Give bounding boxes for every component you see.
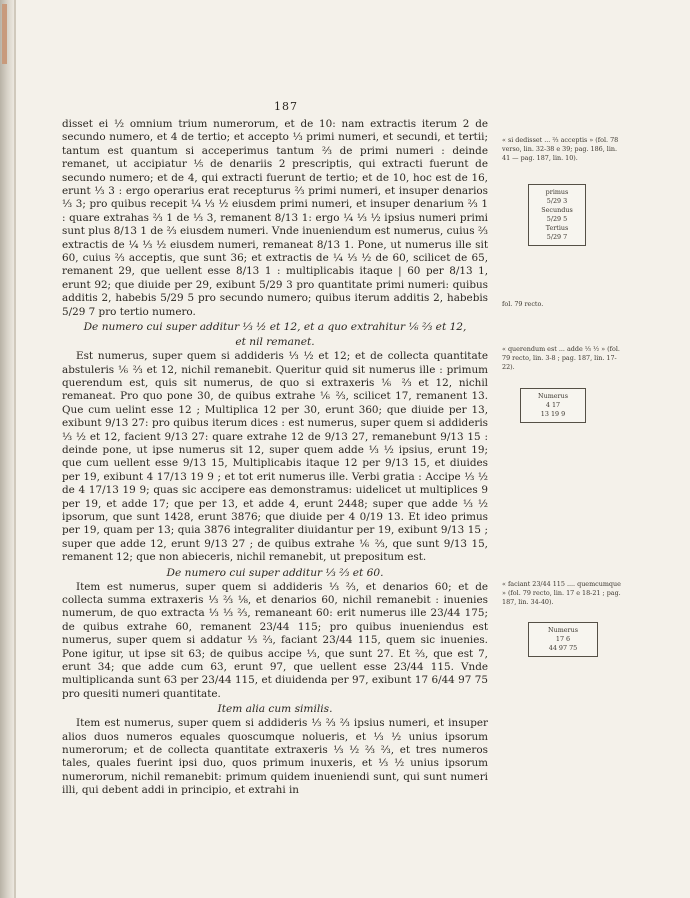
section-heading-1a: De numero cui super additur ⅓ ½ et 12, et a quo extrahitur ⅙ ⅔ et 12, (83, 321, 467, 334)
main-text-column (62, 118, 488, 798)
margin-box-2 (520, 388, 586, 423)
margin-note-3-text: « faciant 23/44 115 .... quemcumque » (fol. 79 recto, lin. 17 e 18-21 ; pag. 187, lin. 34-40). (502, 580, 621, 606)
page-number: 187 (274, 100, 298, 113)
margin-note-1-text: « si dedisset ... ⅔ acceptis » (fol. 78 verso, lin. 32-38 e 39; pag. 186, lin. 41 — pag. 187, lin. 10). (502, 136, 619, 162)
box3-fraction-bottom: 44 97 75 (548, 644, 578, 652)
paragraph-2: Est numerus, super quem si addideris ⅓ ½ et 12; et de collecta quantitate abstuleris ⅙ ⅔ et 12, nichil remanebit. Queritur quid sit numerus ille : primum querendum est, quis sit numerus, de quo si extraxeris ⅙ ⅔ et 12, nichil remaneat. Pro quo pone 30, de quibus extrahe ⅙ ⅔, scilicet 17, remanent 13. Que cum uelint esse 12 ; Multiplica 12 per 30, erunt 360; que diuide per 13, exibunt 9/13 27: pro quibus iterum dices : est numerus, super quem si addideris ⅓ ½ et 12, facient 9/13 27: quare extrahe 12 de 9/13 27, remanebunt 9/13 15 : deinde pone, ut ipse numerus sit 12, super quem adde ⅓ ½ ipsius, erunt 19; que cum uellent esse 9/13 15, Multiplicabis itaque 12 per 9/13 15, et diuides per 19, exibunt 4 17/13 19 9 ; et tot erit numerus ille. Verbi gratia : Accipe ⅓ ½ de 4 17/13 19 9; quas sic accipere eas demonstramus: uidelicet ut multiplices 9 per 19, et adde 17; que per 13, et adde 4, erunt 2448; super que adde ⅓ ½ ipsorum, que sunt 1428, erunt 3876; que diuide per 4 0/19 13. Et ideo primus per 19, quam per 13; quia 3876 integraliter diuidantur per 19, exibunt 9/13 15 ; super que adde 12, erunt 9/13 27 ; de quibus extrahe ⅙ ⅔, que sunt 9/13 15, remanent 12; que non abieceris, nichil remanebit, ut prepositum est. (62, 350, 488, 564)
box1-primus: primus (545, 188, 569, 196)
box1-secundus-value: 5/29 5 (546, 215, 568, 223)
margin-note-2-text: « querendum est ... adde ⅓ ½ » (fol. 79 recto, lin. 3-8 ; pag. 187, lin. 17-22). (502, 345, 620, 371)
margin-note-3 (502, 580, 622, 607)
page-edge (14, 0, 16, 898)
paragraph-1: disset ei ½ omnium trium numerorum, et de 10: nam extractis iterum 2 de secundo numero, et 4 de tertio; et accepto ⅓ primi numeri, et secundi, et tertii; tantum est quantum si acceperimus tantum ⅔ de primi numeri : deinde remanet, ut accipiatur ⅕ de denariis 2 prescriptis, qui extracti fuerunt de secundo numero; et de 4, qui extracti fuerunt de tertio; et de 10, hoc est de 16, erunt ⅓ 3 : ergo operarius erat recepturus ⅔ primi numeri, et insuper denarios ⅓ 3; pro quibus recepit ¼ ⅓ ½ eiusdem primi numeri, et insuper denarium ⅔ 1 : quare extrahas ⅔ 1 de ⅓ 3, remanent 8/13 1: ergo ¼ ⅓ ½ ipsius numeri primi sunt plus 8/13 1 de ⅔ eiusdem numeri. Vnde inueniendum est numerus, cuius ⅔ extractis de ¼ ⅓ ½ eiusdem numeri, remaneat 8/13 1. Pone, ut numerus ille sit 60, cuius ⅔ acceptis, que sunt 36; et extractis de ¼ ⅓ ½ de 60, scilicet de 65, remanent 29, que uellent esse 8/13 1 : multiplicabis itaque | 60 per 8/13 1, erunt 92; que diuide per 29, exibunt 5/29 3 pro quantitate primi numeri: quibus additis 2, habebis 5/29 5 pro secundo numero; quibus iterum additis 2, habebis 5/29 7 pro tertio numero. (62, 118, 488, 318)
paragraph-3: Item est numerus, super quem si addideris ⅓ ⅔, et denarios 60; et de collecta summa extraxeris ⅓ ⅔ ⅛, et denarios 60, nichil remanebit : inuenies numerum, de quo extracta ⅓ ⅓ ⅔, remaneant 60: erit numerus ille 23/44 175; de quibus extrahe 60, remanent 23/44 115; pro quibus inueniendus est numerus, super quem si addatur ⅓ ⅔, faciant 23/44 115, quem sic inuenies. Pone igitur, ut ipse sit 63; de quibus accipe ⅓, que sunt 27. Et ⅔, que est 7, erunt 34; que adde cum 63, erunt 97, que uellent esse 23/44 115. Vnde multiplicanda sunt 63 per 23/44 115, et diuidenda per 97, exibunt 17 6/44 97 75 pro quesiti numeri quantitate. (62, 580, 488, 700)
folio-reference-1: fol. 79 recto. (502, 300, 544, 308)
margin-note-1 (502, 136, 622, 163)
book-spine-shadow (0, 0, 14, 898)
section-heading-2: De numero cui super additur ⅓ ⅔ et 60. (166, 566, 384, 579)
box1-tertius-value: 5/29 7 (546, 233, 568, 241)
box3-label: Numerus (548, 626, 578, 634)
section-heading-1b: et nil remanet. (235, 336, 315, 349)
section-heading-3: Item alia cum similis. (217, 703, 333, 716)
box1-secundus: Secundus (541, 206, 573, 214)
box1-primus-value: 5/29 3 (546, 197, 568, 205)
box2-fraction-top: 4 17 (545, 401, 561, 409)
box2-label: Numerus (538, 392, 568, 400)
box2-fraction-bottom: 13 19 9 (540, 410, 566, 418)
margin-box-3 (528, 622, 598, 657)
box1-tertius: Tertius (545, 224, 569, 232)
margin-note-2 (502, 345, 622, 372)
paragraph-4: Item est numerus, super quem si addideris ⅓ ⅔ ⅔ ipsius numeri, et insuper alios duos numeros equales quoscumque nolueris, et ⅓ ½ unius ipsorum numerorum; et de collecta quantitate extraxeris ⅓ ½ ⅔ ⅔, et tres numeros tales, quales fuerint ipsi duo, quos primum inuxeris, et ⅓ ½ unius ipsorum numerorum, nichil remanebit: primum quidem inueniendi sunt, qui sunt numeri illi, qui debent addi in principio, et extrahi in (62, 717, 488, 797)
box3-fraction-top: 17 6 (555, 635, 571, 643)
binding-mark (2, 4, 7, 64)
margin-box-1 (528, 184, 586, 246)
